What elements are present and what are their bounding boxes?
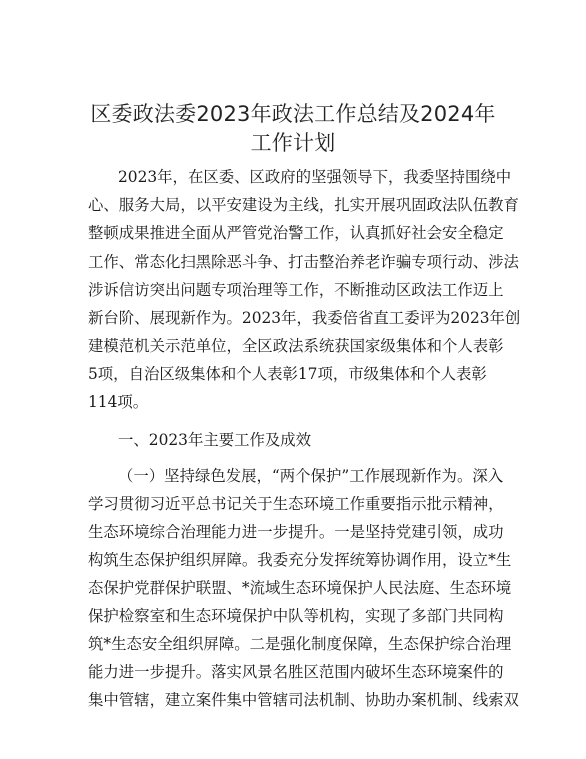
paragraph-line: （一）坚持绿色发展，“两个保护”工作展现新作为。深入 xyxy=(118,467,504,485)
paragraph-line: 建模范机关示范单位，全区政法系统获国家级集体和个人表彰 xyxy=(88,337,504,355)
paragraph-line: 保护检察室和生态环境保护中队等机构，实现了多部门共同构 xyxy=(88,607,504,625)
paragraph-line: 集中管辖，建立案件集中管辖司法机制、协助办案机制、线索双 xyxy=(88,691,519,709)
paragraph-line: 能力进一步提升。落实风景名胜区范围内破坏生态环境案件的 xyxy=(88,663,504,681)
paragraph-line: 2023年，在区委、区政府的坚强领导下，我委坚持围绕中 xyxy=(118,168,512,186)
document-title: 区委政法委2023年政法工作总结及2024年工作计划 xyxy=(90,102,496,155)
section-heading: 一、2023年主要工作及成效 xyxy=(118,431,312,449)
paragraph-line: 整顿成果推进全面从严管党治警工作，认真抓好社会安全稳定 xyxy=(88,224,504,242)
paragraph-line: 构筑生态保护组织屏障。我委充分发挥统筹协调作用，设立*生 xyxy=(88,551,512,569)
paragraph-line: 学习贯彻习近平总书记关于生态环境工作重要指示批示精神， xyxy=(88,495,504,513)
paragraph-line: 态保护党群保护联盟、*流域生态环境保护人民法庭、生态环境 xyxy=(88,579,512,597)
paragraph-line: 心、服务大局，以平安建设为主线，扎实开展巩固政法队伍教育 xyxy=(88,196,519,214)
paragraph-line: 工作、常态化扫黑除恶斗争、打击整治养老诈骗专项行动、涉法 xyxy=(88,253,519,271)
paragraph-line: 新台阶、展现新作为。2023年，我委倍省直工委评为2023年创 xyxy=(88,309,521,327)
paragraph-line: 生态环境综合治理能力进一步提升。一是坚持党建引领，成功 xyxy=(88,523,504,541)
paragraph-line: 5项，自治区级集体和个人表彰17项，市级集体和个人表彰 xyxy=(88,365,487,383)
paragraph-line: 涉诉信访突出问题专项治理等工作，不断推动区政法工作迈上 xyxy=(88,281,504,299)
paragraph-line: 筑*生态安全组织屏障。二是强化制度保障，生态保护综合治理 xyxy=(88,635,512,653)
paragraph-line: 114项。 xyxy=(88,393,149,411)
